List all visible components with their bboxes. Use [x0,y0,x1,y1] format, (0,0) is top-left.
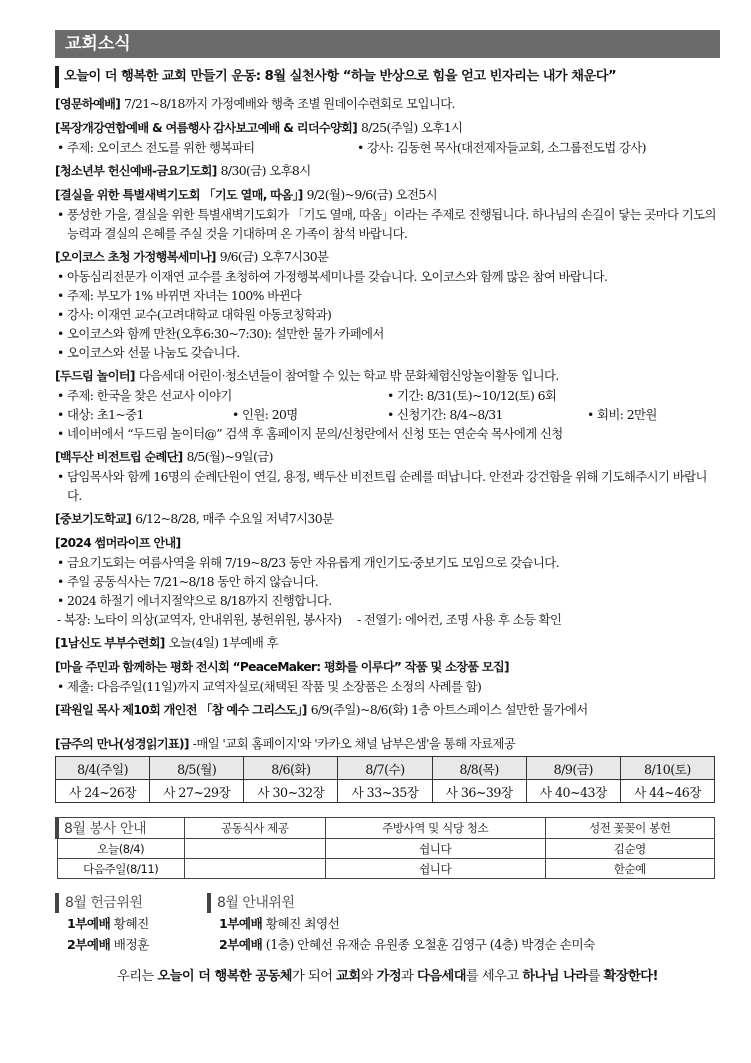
notice-heading [55,366,720,386]
notice-heading [55,633,720,653]
notice-column: • 기간: 8/31(토)~10/12(토) 6회 [387,388,557,403]
notice-heading [55,509,720,529]
notice-item [55,633,720,653]
notice-item [55,657,720,696]
usher-title: 8월 안내위원 [207,893,720,913]
notice-line: • 제출: 다음주일(11일)까지 교역자실로(채택된 작품 및 소장품은 소정의 사례를 함) [57,679,482,694]
notice-line: • 풍성한 가을, 결실을 위한 특별새벽기도회가 「기도 열매, 따옴」이라는 주제로 진행됩니다. 하나님의 손길이 닿는 곳마다 기도의 능력과 결실의 은혜를 주실 것을 기대하며 온 가족이 참석 바랍니다. [57,207,716,241]
service-row-flower: 한순예 [545,859,714,879]
notice-text: 8/25(주일) 오후1시 [361,120,463,135]
bible-reading-table [55,756,715,803]
notice-tag: [청소년부 헌신예배-금요기도회] [55,164,217,178]
notice-heading [55,247,720,267]
notice-columns [55,610,720,629]
notice-lines [55,267,720,362]
notice-line: • 오이코스와 함께 만찬(오후6:30~7:30): 설만한 물가 카페에서 [57,326,384,341]
reading-chapters: 사 33~35장 [338,780,432,803]
usher-row: 1부예배 황혜진 최영선 [219,916,340,931]
notice-heading [55,94,720,114]
notice-tag: [두드림 놀이터] [55,369,135,383]
service-col-kitchen: 주방사역 및 식당 청소 [325,818,545,839]
service-row-flower: 김순영 [545,839,714,859]
weekly-manna-title: [금주의 만나(성경읽기표)] [55,737,189,751]
reading-day: 8/4(주일) [56,757,150,780]
notice-text: 다음세대 어린이·청소년들이 참여할 수 있는 학교 밖 문화체험신앙놀이활동 입니다. [138,368,559,383]
notice-item [55,700,720,720]
notice-line: • 담임목사와 함께 16명의 순례단원이 연길, 용정, 백두산 비전트립 순례를 떠납니다. 안전과 강건함을 위해 기도해주시기 바랍니다. [57,469,707,503]
service-row-meal [185,839,326,859]
offering-title: 8월 헌금위원 [55,893,207,913]
notice-column: - 복장: 노타이 의상(교역자, 안내위원, 봉헌위원, 봉사자) [57,612,342,627]
service-col-flower: 성전 꽃꽂이 봉헌 [545,818,714,839]
notice-item [55,247,720,362]
notice-column: - 전열기: 에어컨, 조명 사용 후 소등 확인 [357,612,562,627]
notice-lines [55,677,720,696]
committee-section [55,893,720,955]
reading-day: 8/7(수) [338,757,432,780]
notice-tag: [2024 썸머라이프 안내] [55,536,181,550]
service-row-label: 오늘(8/4) [57,839,185,859]
reading-chapters: 사 30~32장 [244,780,338,803]
notice-text: 9/2(월)~9/6(금) 오전5시 [306,187,438,202]
reading-day: 8/6(화) [244,757,338,780]
notice-column: • 주제: 한국을 찾은 선교사 이야기 [57,388,232,403]
notice-column: • 인원: 20명 [232,407,298,422]
notice-text: 6/12~8/28, 매주 수요일 저녁7시30분 [135,511,334,526]
notice-tag: [오이코스 초청 가정행복세미나] [55,250,216,264]
reading-chapters: 사 44~46장 [620,780,714,803]
service-col-meal: 공동식사 제공 [185,818,326,839]
notice-text: 6/9(주일)~8/6(화) 1층 아트스페이스 설만한 물가에서 [310,702,588,717]
notice-tag: [영문하예배] [55,97,121,111]
reading-chapters: 사 27~29장 [150,780,244,803]
offering-row: 2부예배 배정훈 [67,937,149,952]
notice-line: • 금요기도회는 여름사역을 위해 7/19~8/23 동안 자유롭게 개인기도·중보기도 모임으로 갖습니다. [57,555,559,570]
notice-column: • 신청기간: 8/4~8/31 [387,407,503,422]
reading-day: 8/8(목) [432,757,526,780]
notice-tag: [백두산 비전트립 순례단] [55,450,183,464]
notice-item [55,118,720,157]
notice-item [55,533,720,629]
notice-lines [55,553,720,610]
notice-heading [55,161,720,181]
reading-day: 8/5(월) [150,757,244,780]
notice-text: 8/30(금) 오후8시 [220,163,311,178]
notice-heading [55,447,720,467]
service-row-kitchen: 쉽니다 [325,859,545,879]
notice-tag: [마을 주민과 함께하는 평화 전시회 “PeaceMaker: 평화를 이루다” 작품 및 소장품 모집] [55,660,509,674]
notice-heading [55,185,720,205]
notice-tag: [결실을 위한 특별새벽기도회 「기도 열매, 따옴」] [55,188,303,202]
monthly-practice-headline: 오늘이 더 행복한 교회 만들기 운동: 8월 실천사항 “하늘 반상으로 힘을 얻고 빈자리는 내가 채운다” [55,66,720,88]
reading-day: 8/9(금) [526,757,620,780]
notice-column: • 회비: 2만원 [587,407,657,422]
notice-item [55,447,720,505]
notice-line: • 주제: 부모가 1% 바뀌면 자녀는 100% 바뀐다 [57,288,302,303]
notice-item [55,366,720,443]
notice-tag: [1남신도 부부수련회] [55,636,165,650]
notice-columns [55,386,720,405]
notice-tag: [곽원일 목사 제10회 개인전 「참 예수 그리스도」] [55,703,307,717]
reading-day: 8/10(토) [620,757,714,780]
notice-line: • 아동심리전문가 이재연 교수를 초청하여 가정행복세미나를 갖습니다. 오이코스와 함께 많은 참여 바랍니다. [57,269,608,284]
service-row-label: 다음주일(8/11) [57,859,185,879]
offering-committee [55,893,207,955]
notice-tag: [중보기도학교] [55,512,132,526]
notice-line: • 오이코스와 선물 나눔도 갖습니다. [57,345,240,360]
reading-chapters: 사 40~43장 [526,780,620,803]
usher-committee [207,893,720,955]
notice-text: 7/21~8/18까지 가정예배와 행축 조별 원데이수련회로 모입니다. [124,96,455,111]
notice-line: • 2024 하절기 에너지절약으로 8/18까지 진행합니다. [57,593,332,608]
reading-chapters: 사 36~39장 [432,780,526,803]
notice-lines [55,205,720,243]
notice-line: • 강사: 이재연 교수(고려대학교 대학원 아동코칭학과) [57,307,332,322]
notice-lines [55,467,720,505]
notice-heading [55,700,720,720]
notice-columns [55,138,720,157]
notice-text: 9/6(금) 오후7시30분 [219,249,329,264]
notice-heading [55,118,720,138]
service-table [55,817,715,879]
notice-item [55,509,720,529]
notice-column: • 강사: 김동현 목사(대전제자들교회, 소그룹전도법 강사) [357,140,646,155]
weekly-manna-subtitle: -매일 '교회 홈페이지'와 '카카오 채널 남부은샘'을 통해 자료제공 [192,736,516,751]
notice-text: 8/5(월)~9일(금) [186,449,273,464]
notice-column: • 대상: 초1~중1 [57,407,144,422]
notice-column: • 주제: 오이코스 전도를 위한 행복파티 [57,140,255,155]
notice-lines [55,424,720,443]
notice-tag: [목장개강연합예배 & 여름행사 감사보고예배 & 리더수양회] [55,121,357,135]
offering-row: 1부예배 황혜진 [67,916,149,931]
notice-text: 오늘(4일) 1부예배 후 [168,635,278,650]
notice-line: • 네이버에서 “두드림 놀이터@” 검색 후 홈페이지 문의/신청란에서 신청 또는 연순숙 목사에게 신청 [57,426,563,441]
usher-row: 2부예배 (1층) 안혜선 유재순 유원종 오철훈 김영구 (4층) 박경순 손미숙 [219,937,595,952]
service-row-kitchen: 쉽니다 [325,839,545,859]
notice-item [55,161,720,181]
notice-item [55,94,720,114]
church-slogan: 우리는 오늘이 더 행복한 공동체가 되어 교회와 가정과 다음세대를 세우고 하나님 나라를 확장한다! [116,969,659,984]
notice-columns [55,405,720,424]
notice-line: • 주일 공동식사는 7/21~8/18 동안 하지 않습니다. [57,574,319,589]
notice-heading [55,533,720,553]
notice-heading [55,657,720,677]
section-title: 교회소식 [55,30,720,58]
notice-item [55,185,720,243]
service-title: 8월 봉사 안내 [57,818,185,839]
notice-list [55,94,720,720]
weekly-manna-heading [55,734,720,752]
reading-chapters: 사 24~26장 [56,780,150,803]
service-row-meal [185,859,326,879]
church-news-page [55,30,720,984]
